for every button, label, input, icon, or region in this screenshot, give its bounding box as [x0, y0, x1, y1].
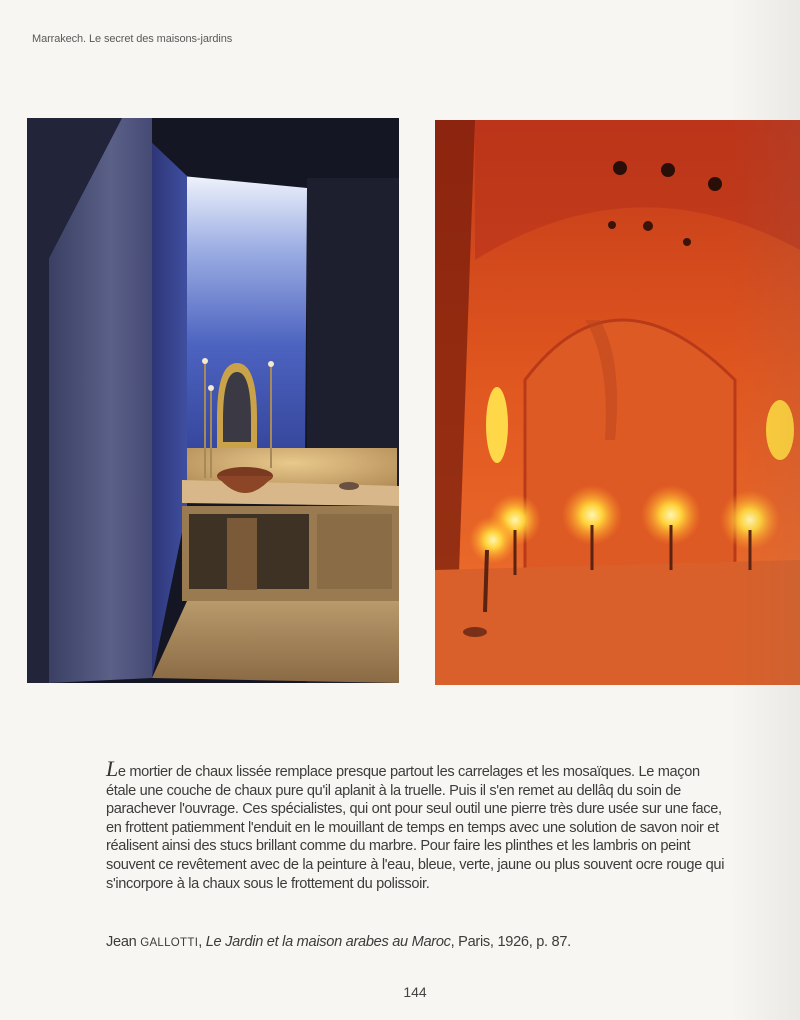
drop-letter: L: [106, 756, 118, 781]
page-number: 144: [403, 984, 427, 1000]
citation: [106, 934, 726, 950]
citation-book-title: Le Jardin et la maison arabes au Maroc: [205, 934, 451, 950]
citation-details: , Paris, 1926, p. 87.: [450, 934, 571, 950]
washbasin-illustration: [27, 118, 399, 683]
citation-author-last: GALLOTTI: [140, 937, 199, 949]
quote-paragraph: [106, 756, 726, 893]
vaulted-room-illustration: [435, 120, 800, 685]
citation-separator: ,: [198, 934, 206, 950]
photo-blue-washbasin-niche: [27, 118, 399, 683]
citation-author-first: Jean: [106, 934, 141, 950]
photo-ochre-vaulted-room: [435, 120, 800, 685]
running-head: Marrakech. Le secret des maisons-jardins: [32, 33, 233, 45]
quote-text: e mortier de chaux lissée remplace presque partout les carrelages et les mosaïques. Le maçon étale une couche de chaux pure qu'il aplanit à la truelle. Puis il s'en remet au dellâq du soin de parachever l'ouvrage. Ces spécialistes, qui ont pour seul outil une pierre très dure usée sur une face, en frottent patiemment l'enduit en le mouillant de temps en temps avec une solution de savon noir et réalisent ainsi des stucs brillant comme du marbre. Pour faire les plinthes et les lambris on peint souvent ce revêtement avec de la peinture à l'eau, bleue, verte, jaune ou plus souvent ocre rouge qui s'incorpore à la chaux sous le frottement du polissoir.: [106, 764, 725, 892]
